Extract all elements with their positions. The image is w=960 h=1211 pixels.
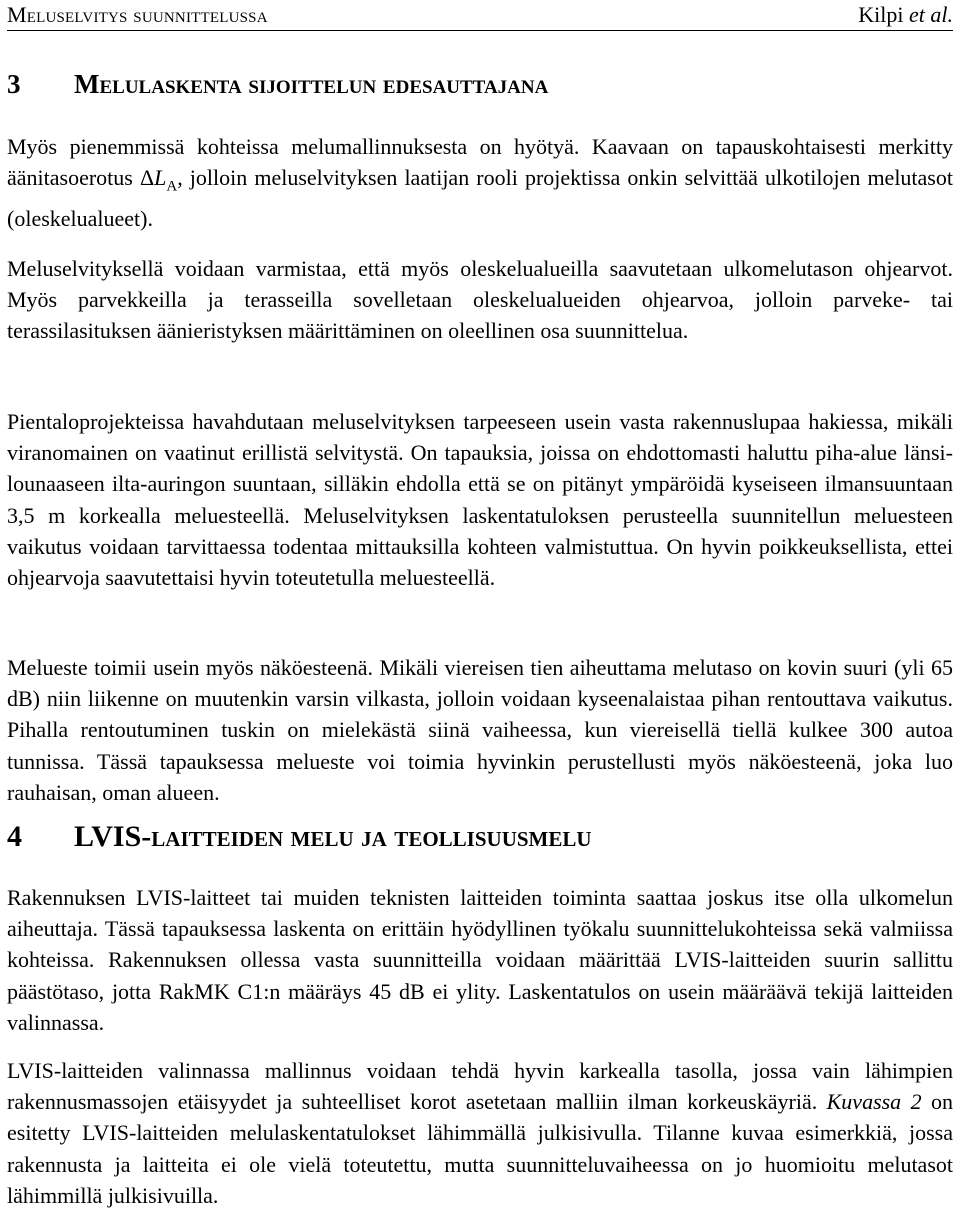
header-author-etal: et al. <box>909 2 953 27</box>
section-3-number: 3 <box>7 69 21 99</box>
section-4-number: 4 <box>7 820 22 853</box>
level-subscript: A <box>166 178 178 195</box>
paragraph-1-text-a: Myös pienemmissä kohteissa melumallinnuksesta on hyötyä. Kaavaan on tapauskohtaisesti merkitty äänitasoerotus <box>7 134 953 191</box>
paragraph-1-text-b: , jolloin meluselvityksen laatijan rooli projektissa onkin selvittää ulkotilojen melutasot (oleskelualueet). <box>7 165 953 231</box>
paragraph-3: Pientaloprojekteissa havahdutaan meluselvityksen tarpeeseen usein vasta rakennuslupaa hakiessa, mikäli viranomainen on vaatinut erillistä selvitystä. On tapauksia, joissa on ehdottomasti haluttu piha-alue länsi-lounaaseen ilta-auringon suuntaan, silläkin ehdolla että se on pitänyt ympäröidä kyseiseen ilmansuuntaan 3,5 m korkealla meluesteellä. Meluselvityksen laskentatuloksen perusteella suunnitellun meluesteen vaikutus voidaan tarvittaessa todentaa mittauksilla kohteen valmistuttua. On hyvin poikkeuksellista, ettei ohjearvoja saavutettaisi hyvin toteutetulla meluesteellä. <box>7 409 953 591</box>
header-author-name: Kilpi <box>858 2 904 27</box>
section-4-title: LVIS-laitteiden melu ja teollisuusmelu <box>74 820 592 853</box>
paragraph-6-text-a: LVIS-laitteiden valinnassa mallinnus voidaan tehdä hyvin karkealla tasolla, jossa vain lähimpien rakennusmassojen etäisyydet ja suhteelliset korot asetetaan malliin ilman korkeuskäyriä. <box>7 1058 953 1115</box>
paragraph-6 <box>7 1055 953 1211</box>
delta-symbol: Δ <box>139 165 155 191</box>
header-title: Meluselvitys suunnittelussa <box>7 2 268 27</box>
section-3-title: Melulaskenta sijoittelun edesauttajana <box>74 69 549 99</box>
section-3-heading <box>7 64 953 104</box>
paragraph-6-text-b: on esitetty LVIS-laitteiden melulaskentatulokset lähimmällä julkisivulla. Tilanne kuvaa esimerkkiä, jossa rakennusta ja laitteita ei ole vielä toteutettu, mutta suunnitteluvaiheessa on jo huomioitu melutasot lähimmillä julkisivuilla. <box>7 1089 954 1208</box>
running-header <box>7 0 953 31</box>
figure-reference-link[interactable]: Kuvassa 2 <box>826 1089 922 1115</box>
header-authors <box>858 0 953 30</box>
section-4-heading <box>7 815 953 859</box>
level-symbol: L <box>154 165 167 191</box>
paragraph-1 <box>7 131 953 234</box>
paragraph-4: Melueste toimii usein myös näköesteenä. Mikäli viereisen tien aiheuttama melutaso on kovin suuri (yli 65 dB) niin liikenne on muutenkin varsin vilkasta, jolloin voidaan kyseenalaistaa pihan rentouttava vaikutus. Pihalla rentoutuminen tuskin on mielekästä siinä vaiheessa, kun viereisellä tiellä kulkee 300 autoa tunnissa. Tässä tapauksessa melueste voi toimia hyvinkin perustellusti myös näköesteenä, joka luo rauhaisan, oman alueen. <box>7 655 953 805</box>
paragraph-2: Meluselvityksellä voidaan varmistaa, että myös oleskelualueilla saavutetaan ulkomelutason ohjearvot. Myös parvekkeilla ja terasseilla sovelletaan oleskelualueiden ohjearvoa, jolloin parveke- tai terassilasituksen äänieristyksen määrittäminen on oleellinen osa suunnittelua. <box>7 256 953 344</box>
paragraph-5: Rakennuksen LVIS-laitteet tai muiden teknisten laitteiden toiminta saattaa joskus itse olla ulkomelun aiheuttaja. Tässä tapauksessa laskenta on erittäin hyödyllinen työkalu suunnittelukohteissa sekä valmiissa kohteissa. Rakennuksen ollessa vasta suunnitteilla voidaan määrittää LVIS-laitteiden suurin sallittu päästötaso, jotta RakMK C1:n määräys 45 dB ei ylity. Laskentatulos on usein määräävä tekijä laitteiden valinnassa. <box>7 885 953 1035</box>
